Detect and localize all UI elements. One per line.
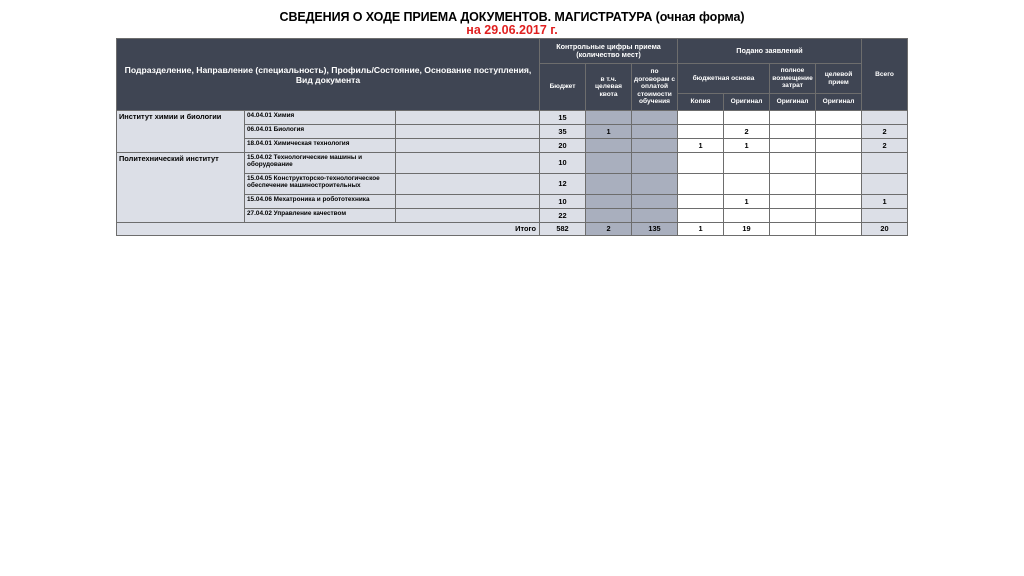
totals-targeted	[816, 223, 862, 236]
total-cell	[862, 153, 908, 174]
budget-cell: 20	[540, 139, 586, 153]
direction-name: 04.04.01 Химия	[245, 111, 396, 125]
original-cell: 1	[724, 195, 770, 209]
totals-quota: 2	[586, 223, 632, 236]
direction-name: 15.04.06 Мехатроника и робототехника	[245, 195, 396, 209]
table-row	[117, 153, 908, 174]
original-cell	[724, 111, 770, 125]
targeted-cell	[816, 174, 862, 195]
totals-row	[117, 223, 908, 236]
table-row	[117, 111, 908, 125]
quota-cell	[586, 139, 632, 153]
contract-cell	[632, 174, 678, 195]
budget-cell: 22	[540, 209, 586, 223]
targeted-cell	[816, 195, 862, 209]
totals-total: 20	[862, 223, 908, 236]
full-cost-cell	[770, 209, 816, 223]
contract-cell	[632, 153, 678, 174]
quota-cell: 1	[586, 125, 632, 139]
original-cell: 1	[724, 139, 770, 153]
contract-cell	[632, 111, 678, 125]
total-cell: 1	[862, 195, 908, 209]
contract-cell	[632, 209, 678, 223]
total-cell: 2	[862, 125, 908, 139]
quota-cell	[586, 195, 632, 209]
totals-budget: 582	[540, 223, 586, 236]
copy-cell	[678, 111, 724, 125]
full-cost-cell	[770, 125, 816, 139]
copy-cell	[678, 209, 724, 223]
original-cell	[724, 153, 770, 174]
header-original: Оригинал	[724, 94, 770, 111]
header-main: Подразделение, Направление (специальность), Профиль/Состояние, Основание поступления, Вид документа	[117, 39, 540, 111]
direction-name: 15.04.05 Конструкторско-технологическое обеспечение машиностроительных	[245, 174, 396, 195]
targeted-cell	[816, 153, 862, 174]
header-budget-basis: бюджетная основа	[678, 64, 770, 94]
header-copy: Копия	[678, 94, 724, 111]
direction-name: 18.04.01 Химическая технология	[245, 139, 396, 153]
header-budget: Бюджет	[540, 64, 586, 111]
header-original-full-cost: Оригинал	[770, 94, 816, 111]
full-cost-cell	[770, 153, 816, 174]
total-cell	[862, 209, 908, 223]
contract-cell	[632, 125, 678, 139]
targeted-cell	[816, 111, 862, 125]
total-cell	[862, 174, 908, 195]
header-full-cost: полное возмещение затрат	[770, 64, 816, 94]
targeted-cell	[816, 139, 862, 153]
header-total: Всего	[862, 39, 908, 111]
full-cost-cell	[770, 139, 816, 153]
quota-cell	[586, 153, 632, 174]
total-cell: 2	[862, 139, 908, 153]
institute-name: Институт химии и биологии	[117, 111, 245, 153]
original-cell	[724, 209, 770, 223]
totals-label: Итого	[117, 223, 540, 236]
contract-cell	[632, 195, 678, 209]
header-applications: Подано заявлений	[678, 39, 862, 64]
original-cell: 2	[724, 125, 770, 139]
budget-cell: 10	[540, 195, 586, 209]
budget-cell: 35	[540, 125, 586, 139]
quota-cell	[586, 209, 632, 223]
direction-name: 27.04.02 Управление качеством	[245, 209, 396, 223]
budget-cell: 15	[540, 111, 586, 125]
header-original-targeted: Оригинал	[816, 94, 862, 111]
header-by-contract: по договорам с оплатой стоимости обучения	[632, 64, 678, 111]
budget-cell: 12	[540, 174, 586, 195]
report-title: СВЕДЕНИЯ О ХОДЕ ПРИЕМА ДОКУМЕНТОВ. МАГИСТРАТУРА (очная форма)	[279, 10, 745, 24]
totals-original: 19	[724, 223, 770, 236]
direction-name: 06.04.01 Биология	[245, 125, 396, 139]
totals-full-cost	[770, 223, 816, 236]
copy-cell	[678, 195, 724, 209]
quota-cell	[586, 174, 632, 195]
budget-cell: 10	[540, 153, 586, 174]
header-target-quota: в т.ч. целевая квота	[586, 64, 632, 111]
header-control-figures: Контрольные цифры приема (количество мест)	[540, 39, 678, 64]
report-date: на 29.06.2017 г.	[466, 23, 558, 37]
targeted-cell	[816, 125, 862, 139]
full-cost-cell	[770, 195, 816, 209]
direction-name: 15.04.02 Технологические машины и оборудование	[245, 153, 396, 174]
original-cell	[724, 174, 770, 195]
admission-table	[116, 38, 908, 236]
header-targeted: целевой прием	[816, 64, 862, 94]
institute-name: Политехнический институт	[117, 153, 245, 223]
totals-copy: 1	[678, 223, 724, 236]
copy-cell	[678, 125, 724, 139]
quota-cell	[586, 111, 632, 125]
copy-cell: 1	[678, 139, 724, 153]
full-cost-cell	[770, 111, 816, 125]
targeted-cell	[816, 209, 862, 223]
copy-cell	[678, 174, 724, 195]
copy-cell	[678, 153, 724, 174]
total-cell	[862, 111, 908, 125]
totals-contract: 135	[632, 223, 678, 236]
contract-cell	[632, 139, 678, 153]
full-cost-cell	[770, 174, 816, 195]
